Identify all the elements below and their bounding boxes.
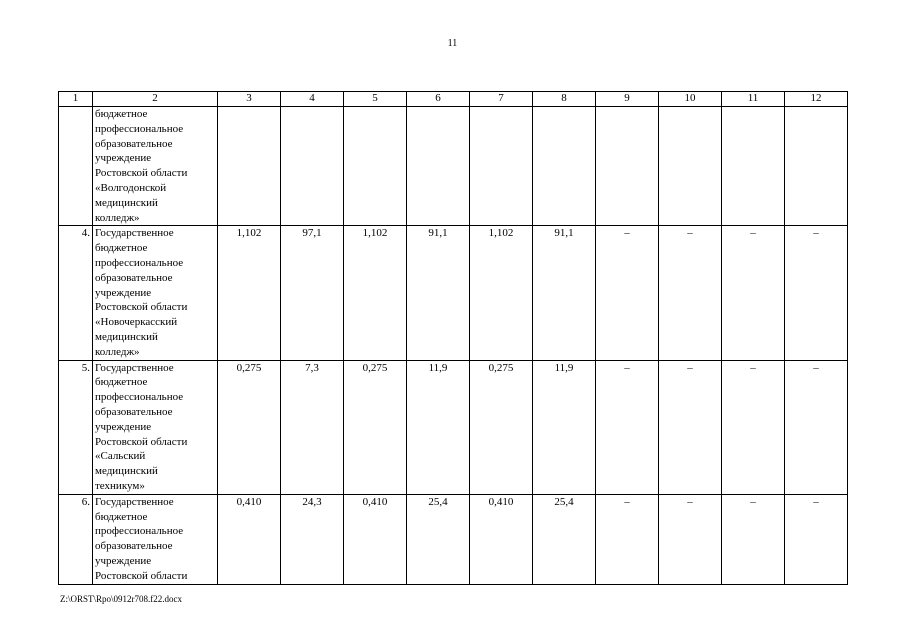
name-line: образовательное [95,540,173,553]
value-cell [218,107,281,226]
value-cell: – [659,494,722,584]
value-cell: – [785,494,848,584]
name-line: колледж» [95,211,140,224]
column-header: 5 [344,92,407,107]
page-number: 11 [447,38,458,49]
value-cell: – [785,226,848,360]
name-line: «Сальский [95,450,146,463]
column-header: 7 [470,92,533,107]
value-cell: 0,410 [344,494,407,584]
name-line: образовательное [95,137,173,150]
data-table [58,91,848,585]
table-row [59,360,848,494]
name-line: профессиональное [95,256,184,269]
value-cell [596,107,659,226]
name-line: образовательное [95,405,173,418]
value-cell [407,107,470,226]
name-line: «Волгодонской [95,181,167,194]
name-line: образовательное [95,271,173,284]
name-line: бюджетное [95,510,148,523]
table-header-row [59,92,848,107]
value-cell: 1,102 [344,226,407,360]
value-cell: – [722,360,785,494]
value-cell: 91,1 [533,226,596,360]
table-row [59,107,848,226]
value-cell: 0,410 [218,494,281,584]
value-cell: – [722,494,785,584]
organization-name-cell [93,494,218,584]
value-cell [659,107,722,226]
name-line: Ростовской области [95,435,188,448]
value-cell [533,107,596,226]
name-line: Ростовской области [95,301,188,314]
value-cell: 11,9 [533,360,596,494]
name-line: учреждение [95,420,152,433]
organization-name-cell [93,107,218,226]
column-header: 11 [722,92,785,107]
value-cell: – [659,360,722,494]
table-body [59,107,848,585]
footer-file-path: Z:\ORST\Rpo\0912r708.f22.docx [60,594,182,604]
value-cell: 97,1 [281,226,344,360]
name-line: учреждение [95,152,152,165]
row-number-cell: 4. [59,226,93,360]
column-header: 8 [533,92,596,107]
value-cell [722,107,785,226]
column-header: 12 [785,92,848,107]
name-line: Государственное [95,495,174,508]
row-number-cell [59,107,93,226]
value-cell: – [596,360,659,494]
value-cell: 91,1 [407,226,470,360]
name-line: Ростовской области [95,167,188,180]
name-line: медицинский [95,465,158,478]
name-line: техникум» [95,479,145,492]
value-cell: 24,3 [281,494,344,584]
value-cell: 0,410 [470,494,533,584]
value-cell: 7,3 [281,360,344,494]
name-line: бюджетное [95,376,148,389]
organization-name-cell [93,360,218,494]
name-line: Ростовской области [95,569,188,582]
row-number-cell: 5. [59,360,93,494]
name-line: профессиональное [95,525,184,538]
value-cell: 1,102 [218,226,281,360]
column-header: 9 [596,92,659,107]
column-header: 6 [407,92,470,107]
value-cell: – [659,226,722,360]
name-line: профессиональное [95,122,184,135]
name-line: колледж» [95,345,140,358]
value-cell: 25,4 [407,494,470,584]
name-line: медицинский [95,196,158,209]
value-cell [281,107,344,226]
value-cell: 0,275 [344,360,407,494]
name-line: Государственное [95,227,174,240]
value-cell: 0,275 [218,360,281,494]
value-cell: – [596,494,659,584]
table-row [59,494,848,584]
value-cell [344,107,407,226]
value-cell: 25,4 [533,494,596,584]
table-row [59,226,848,360]
name-line: бюджетное [95,242,148,255]
name-line: Государственное [95,361,174,374]
name-line: медицинский [95,330,158,343]
value-cell [785,107,848,226]
value-cell: 11,9 [407,360,470,494]
value-cell: 1,102 [470,226,533,360]
column-header: 2 [93,92,218,107]
name-line: «Новочеркасский [95,316,178,329]
value-cell: – [596,226,659,360]
column-header: 3 [218,92,281,107]
row-number-cell: 6. [59,494,93,584]
column-header: 1 [59,92,93,107]
organization-name-cell [93,226,218,360]
name-line: учреждение [95,554,152,567]
value-cell [470,107,533,226]
name-line: профессиональное [95,391,184,404]
name-line: учреждение [95,286,152,299]
name-line: бюджетное [95,108,148,120]
column-header: 10 [659,92,722,107]
value-cell: – [785,360,848,494]
column-header: 4 [281,92,344,107]
value-cell: – [722,226,785,360]
value-cell: 0,275 [470,360,533,494]
